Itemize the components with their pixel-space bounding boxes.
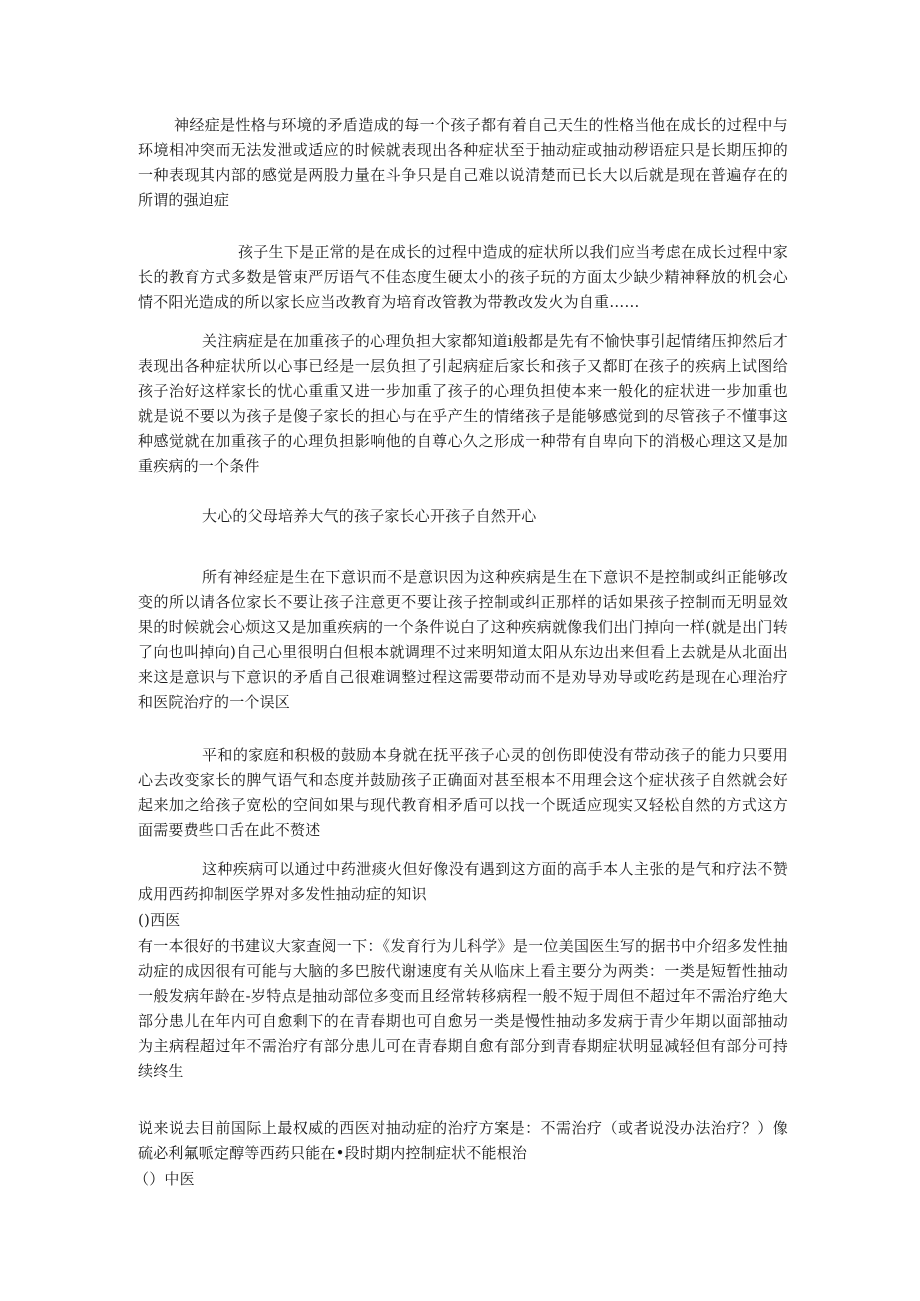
paragraph-treatment-opinion: 这种疾病可以通过中药泄痰火但好像没有遇到这方面的高手本人主张的是气和疗法不赞成用西药抑制医学界对多发性抽动症的知识 — [138, 860, 788, 903]
paragraph-book-recommendation: 有一本很好的书建议大家查阅一下：《发育行为儿科学》是一位美国医生写的据书中介绍多发性抽动症的成因很有可能与大脑的多巴胺代谢速度有关从临床上看主要分为两类：一类是短暂性抽动一般发病年龄在-岁特点是抽动部位多变而且经常转移病程一般不短于周但不超过年不需治疗绝大部分患儿在年内可自愈剩下的在青春期也可自愈另一类是慢性抽动多发病于青少年期以面部抽动为主病程超过年不需治疗有部分患儿可在青春期自愈有部分到青春期症状明显减轻但有部分可持续终生 — [138, 937, 788, 1080]
heading-western-medicine: ()西医 — [138, 911, 181, 929]
paragraph-western-treatment: 说来说去目前国际上最权威的西医对抽动症的治疗方案是：不需治疗（或者说没办法治疗？）像硫必利氟哌定醇等西药只能在•段时期内控制症状不能根治 — [138, 1119, 788, 1162]
heading-chinese-medicine: （）中医 — [134, 1170, 195, 1188]
paragraph-peaceful-family: 平和的家庭和积极的鼓励本身就在抚平孩子心灵的创伤即使没有带动孩子的能力只要用心去改变家长的脾气语气和态度并鼓励孩子正确面对甚至根本不用理会这个症状孩子自然就会好起来加之给孩子宽松的空间如果与现代教育相矛盾可以找一个既适应现实又轻松自然的方式这方面需要费些口舌在此不赘述 — [138, 746, 788, 839]
paragraph-attention-burden: 关注病症是在加重孩子的心理负担大家都知道ⅰ般都是先有不愉快事引起情绪压抑然后才表现出各种症状所以心事已经是一层负担了引起病症后家长和孩子又都盯在孩子的疾病上试图给孩子治好这样家长的忧心重重又进一步加重了孩子的心理负担使本来一般化的症状进一步加重也就是说不要以为孩子是傻子家长的担心与在乎产生的情绪孩子是能够感觉到的尽管孩子不懂事这种感觉就在加重孩子的心理负担影响他的自尊心久之形成一种带有自卑向下的消极心理这又是加重疾病的一个条件 — [138, 332, 788, 475]
paragraph-subconscious: 所有神经症是生在下意识而不是意识因为这种疾病是生在下意识不是控制或纠正能够改变的所以请各位家长不要让孩子注意更不要让孩子控制或纠正那样的话如果孩子控制而无明显效果的时候就会心烦这又是加重疾病的一个条件说白了这种疾病就像我们出门掉向一样(就是出门转了向也叫掉向)自己心里很明白但根本就调理不过来明知道太阳从东边出来但看上去就是从北面出来这是意识与下意识的矛盾自己很难调整过程这需要带动而不是劝导劝导或吃药是现在心理治疗和医院治疗的一个误区 — [138, 568, 788, 711]
paragraph-neurosis-intro: 神经症是性格与环境的矛盾造成的每一个孩子都有着自己天生的性格当他在成长的过程中与环境相冲突而无法发泄或适应的时候就表现出各种症状至于抽动症或抽动秽语症只是长期压抑的一种表现其内部的感觉是两股力量在斗争只是自己难以说清楚而已长大以后就是现在普遍存在的所谓的强迫症 — [138, 116, 788, 209]
paragraph-growth-cause: 孩子生下是正常的是在成长的过程中造成的症状所以我们应当考虑在成长过程中家长的教育方式多数是管束严厉语气不佳态度生硬太小的孩子玩的方面太少缺少精神释放的机会心情不阳光造成的所以家长应当改教育为培育改管教为带教改发火为自重…… — [138, 243, 788, 311]
paragraph-open-hearted-parents: 大心的父母培养大气的孩子家长心开孩子自然开心 — [202, 507, 537, 525]
